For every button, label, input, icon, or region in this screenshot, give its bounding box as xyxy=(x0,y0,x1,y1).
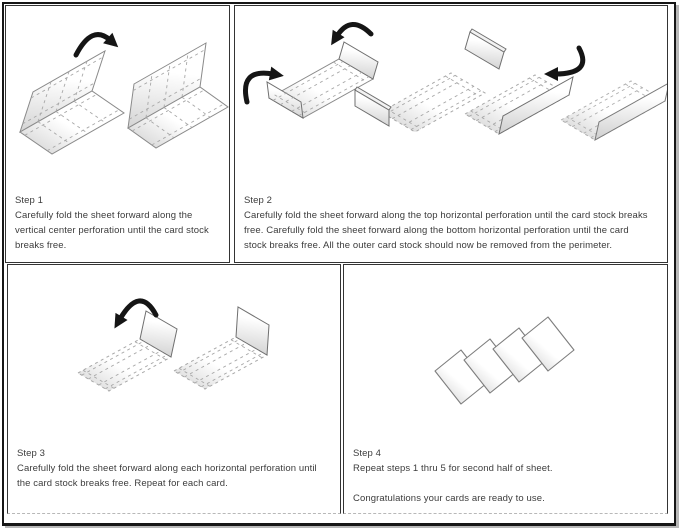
step2-text-line: Carefully fold the sheet forward along the top horizontal perforation until the card stock breaks xyxy=(244,210,648,221)
step2-caption xyxy=(244,193,648,253)
sheet-final-flap-figure xyxy=(561,81,667,140)
step3-diagram xyxy=(8,275,340,453)
step4-text-line: Congratulations your cards are ready to use. xyxy=(353,493,545,504)
step4-text-line xyxy=(353,476,553,491)
step1-diagram xyxy=(6,12,229,194)
step1-text-line: Carefully fold the sheet forward along the xyxy=(15,210,193,221)
finished-cards-figure xyxy=(435,317,574,404)
step2-diagram xyxy=(235,12,667,194)
step3-panel xyxy=(7,264,341,514)
sheet-front-flap-raised-figure xyxy=(465,75,573,134)
step2-text-line: stock breaks free. All the outer card stock should now be removed from the perimeter. xyxy=(244,240,613,251)
step1-panel xyxy=(5,5,230,263)
folded-sheet-figure-left xyxy=(20,51,124,154)
card-folded-up-figure-right xyxy=(174,307,269,389)
fold-forward-arrow-icon xyxy=(555,48,583,74)
folded-sheet-figure-right xyxy=(128,43,228,148)
step3-text-line: the card stock breaks free. Repeat for each card. xyxy=(17,478,228,489)
step3-text-line: Carefully fold the sheet forward along each horizontal perforation until xyxy=(17,463,317,474)
step2-label: Step 2 xyxy=(244,195,273,206)
step2-panel xyxy=(234,5,668,263)
step1-text-line: vertical center perforation until the card stock xyxy=(15,225,209,236)
step1-label: Step 1 xyxy=(15,195,44,206)
step4-panel xyxy=(343,264,668,514)
step1-caption xyxy=(15,193,209,253)
step3-caption xyxy=(17,446,317,491)
step1-text-line: breaks free. xyxy=(15,240,67,251)
detached-strip xyxy=(465,29,506,69)
step4-text-line: Repeat steps 1 thru 5 for second half of sheet. xyxy=(353,463,553,474)
step4-diagram xyxy=(344,277,667,455)
card-folded-up-figure-left xyxy=(78,311,177,391)
step3-label: Step 3 xyxy=(17,448,46,459)
detached-strip xyxy=(355,87,391,126)
fold-forward-arrow-icon xyxy=(337,24,371,36)
step4-label: Step 4 xyxy=(353,448,382,459)
step4-caption xyxy=(353,446,553,506)
step2-text-line: free. Carefully fold the sheet forward along the bottom horizontal perforation until the card xyxy=(244,225,629,236)
